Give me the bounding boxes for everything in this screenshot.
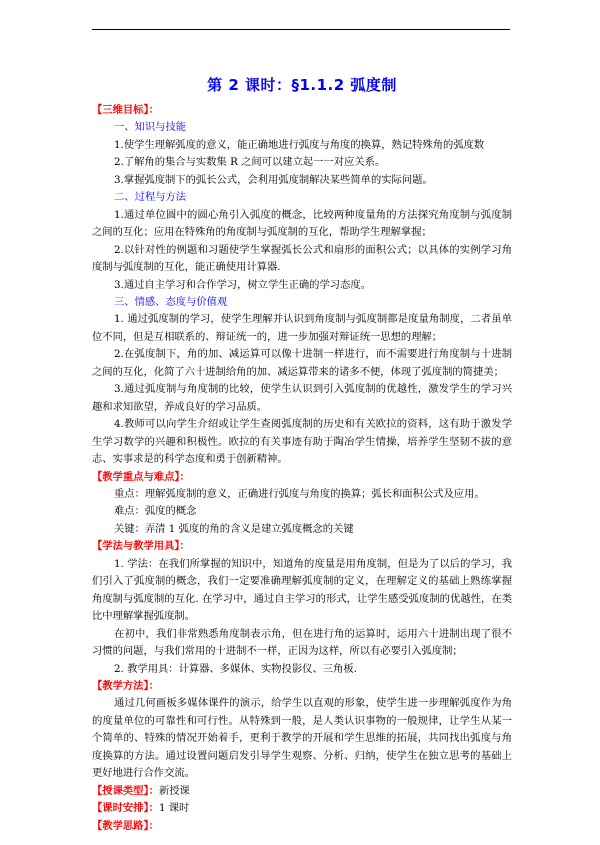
section-label-lesson-time: 【课时安排】： <box>92 802 159 815</box>
section-label-objectives: 【三维目标】： <box>92 104 159 116</box>
paragraph: 在初中，我们非常熟悉角度制表示角，但在进行角的运算时，运用六十进制出现了很不习惯的问题，与我们常用的十进制不一样，正因为这样，所以有必要引入弧度制； <box>92 627 512 658</box>
lesson-type-row <box>92 783 512 800</box>
paragraph: 2. 教学用具：计算器、多媒体、实物投影仪、三角板. <box>114 662 357 675</box>
subheading-values: 三、情感、态度与价值观 <box>114 295 228 308</box>
section-label-teaching-method: 【教学方法】： <box>92 679 159 692</box>
subheading-process: 二、过程与方法 <box>114 191 187 204</box>
paragraph: 4.教师可以向学生介绍或让学生查阅弧度制的历史和有关欧拉的资料，这有助于激发学生学习数学的兴趣和积极性。欧拉的有关事迹有助于陶冶学生情操，培养学生坚韧不拔的意志、实事求是的科学态度和勇于创新精神。 <box>92 418 512 466</box>
paragraph: 1.通过单位圆中的圆心角引入弧度的概念，比较两种度量角的方法探究角度制与弧度制之间的互化；应用在特殊角的角度制与弧度制的互化，帮助学生理解掌握； <box>92 208 512 239</box>
paragraph: 2.以针对性的例题和习题使学生掌握弧长公式和扇形的面积公式；以具体的实例学习角度制与弧度制的互化，能正确使用计算器. <box>92 243 512 274</box>
lesson-document <box>92 74 512 835</box>
paragraph: 通过几何画板多媒体课件的演示，给学生以直观的形象，使学生进一步理解弧度作为角的度量单位的可靠性和可行性。从特殊到一般，是人类认识事物的一般规律，让学生从某一个简单的、特殊的情况开始着手，更利于教学的开展和学生思维的拓展，共同找出弧度与角度换算的方法。通过设置问题启发引导学生观察、分析、归纳，使学生在独立思考的基础上更好地进行合作交流。 <box>92 697 512 780</box>
lesson-time-value: 1 课时 <box>158 802 190 815</box>
section-label-key-points: 【教学重点与难点】： <box>92 470 190 483</box>
paragraph: 1. 学法：在我们所掌握的知识中，知道角的度量是用角度制，但是为了以后的学习，我们引入了弧度制的概念，我们一定要准确理解弧度制的定义，在理解定义的基础上熟练掌握角度制与弧度制的互化. 在学习中，通过自主学习的形式，让学生感受弧度制的优越性，在类比中理解掌握弧度制。 <box>92 557 512 623</box>
header-rule <box>92 29 510 30</box>
paragraph: 1.使学生理解弧度的意义，能正确地进行弧度与角度的换算，熟记特殊角的弧度数 <box>114 138 485 151</box>
section-label-study-method: 【学法与教学用具】： <box>92 540 190 553</box>
key-point: 重点：理解弧度制的意义，正确进行弧度与角度的换算；弧长和面积公式及应用。 <box>114 487 485 500</box>
paragraph: 3.通过弧度制与角度制的比较，使学生认识到引入弧度制的优越性，激发学生的学习兴趣和求知欲望，养成良好的学习品质。 <box>92 383 512 413</box>
page-title: 第 2 课时：§1.1.2 弧度制 <box>207 76 397 94</box>
difficult-point: 难点：弧度的概念 <box>114 505 197 518</box>
paragraph: 3.通过自主学习和合作学习，树立学生正确的学习态度。 <box>114 278 371 291</box>
section-label-lesson-type: 【授课类型】： <box>92 784 159 797</box>
paragraph: 3.掌握弧度制下的弧长公式，会利用弧度制解决某些简单的实际问题。 <box>114 173 433 186</box>
lesson-type-value: 新授课 <box>158 784 190 797</box>
lesson-time-row <box>92 800 512 817</box>
subheading-knowledge: 一、知识与技能 <box>114 121 187 134</box>
section-label-teaching-idea: 【教学思路】： <box>92 819 159 832</box>
crux-point: 关键：弄清 1 弧度的角的含义是建立弧度概念的关键 <box>114 522 354 535</box>
paragraph: 2.了解角的集合与实数集 R 之间可以建立起一一对应关系。 <box>114 156 386 169</box>
paragraph: 1. 通过弧度制的学习，使学生理解并认识到角度制与弧度制都是度量角制度，二者虽单位不同，但是互相联系的、辩证统一的，进一步加强对辩证统一思想的理解； <box>92 313 512 343</box>
paragraph: 2.在弧度制下，角的加、减运算可以像十进制一样进行，而不需要进行角度制与十进制之间的互化，化简了六十进制给角的加、减运算带来的诸多不便，体现了弧度制的简捷美； <box>92 348 512 378</box>
